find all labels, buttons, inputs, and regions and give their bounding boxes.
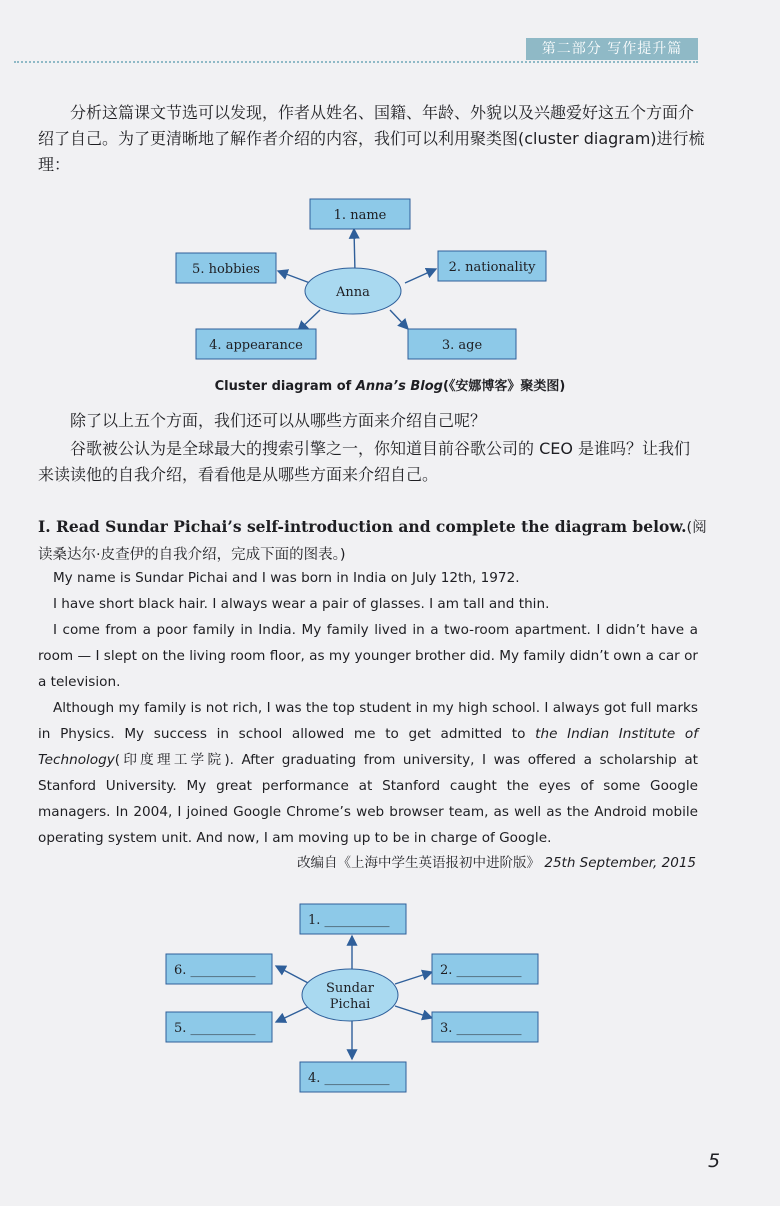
source-citation: 改编自《上海中学生英语报初中进阶版》 25th September, 2015 <box>297 855 696 871</box>
node-label-appearance: 4. appearance <box>209 338 303 353</box>
task-note: (阅读桑达尔·皮查伊的自我介绍，完成下面的图表。) <box>38 520 707 563</box>
passage-paragraph-3: I come from a poor family in India. My family lived in a two-room apartment. I didn’t have a room — I slept on the living room floor, as my younger brother did. My family didn’t own a car or a television. <box>38 622 698 690</box>
page-number: 5 <box>708 1150 721 1172</box>
node-label-nationality: 2. nationality <box>448 260 536 275</box>
center-label-anna: Anna <box>336 285 370 300</box>
center-label-line1: Sundar <box>326 981 374 996</box>
blank-label-2: 2. __________ <box>440 963 522 978</box>
blank-label-5: 5. __________ <box>174 1021 256 1036</box>
connector-hobbies <box>278 271 310 283</box>
sundar-cluster-diagram <box>160 896 580 1096</box>
node-label-hobbies: 5. hobbies <box>192 262 260 277</box>
node-label-name: 1. name <box>333 208 387 223</box>
connector-age <box>390 310 408 329</box>
passage-paragraph-1: My name is Sundar Pichai and I was born in India on July 12th, 1972. <box>52 570 520 586</box>
blank-label-6: 6. __________ <box>174 963 256 978</box>
connector-5 <box>276 1006 310 1022</box>
middle-line-2: 谷歌被公认为是全球最大的搜索引擎之一，你知道目前谷歌公司的 CEO 是谁吗？让我们来读读他的自我介绍，看看他是从哪些方面来介绍自己。 <box>38 439 691 484</box>
passage-paragraph-2: I have short black hair. I always wear a pair of glasses. I am tall and thin. <box>52 596 550 612</box>
task-instruction <box>38 514 708 568</box>
blank-label-1: 1. __________ <box>308 913 390 928</box>
task-heading: I. Read Sundar Pichai’s self-introduction and complete the diagram below. <box>38 517 687 536</box>
blank-label-3: 3. __________ <box>440 1021 522 1036</box>
passage-paragraph-4: Although my family is not rich, I was the top student in my high school. I always got full marks in Physics. My success in school allowed me to get admitted to the Indian Institute of Technology(印度理工学院). After graduating from university, I was offered a scholarship at Stanford University. My great performance at Stanford caught the eyes of some Google managers. In 2004, I joined Google Chrome’s web browser team, as well as the Android mobile operating system unit. And now, I am moving up to be in charge of Google. <box>38 700 698 846</box>
intro-paragraph: 分析这篇课文节选可以发现，作者从姓名、国籍、年龄、外貌以及兴趣爱好这五个方面介绍了自己。为了更清晰地了解作者介绍的内容，我们可以利用聚类图(cluster diagram)进行梳理： <box>38 103 705 174</box>
node-label-age: 3. age <box>441 338 483 353</box>
reading-passage <box>38 565 698 851</box>
connector-2 <box>395 972 432 984</box>
connector-name <box>354 229 355 273</box>
center-label-line2: Pichai <box>329 997 371 1012</box>
anna-cluster-diagram <box>160 193 620 368</box>
connector-3 <box>395 1006 432 1018</box>
middle-line-1: 除了以上五个方面，我们还可以从哪些方面来介绍自己呢？ <box>70 411 487 430</box>
diagram1-caption: Cluster diagram of Anna’s Blog(《安娜博客》聚类图) <box>214 379 566 394</box>
connector-6 <box>276 966 310 984</box>
connector-appearance <box>298 310 320 331</box>
section-header-tab: 第二部分 写作提升篇 <box>526 38 698 60</box>
header-divider <box>14 61 698 63</box>
blank-label-4: 4. __________ <box>308 1071 390 1086</box>
connector-nationality <box>405 269 436 283</box>
